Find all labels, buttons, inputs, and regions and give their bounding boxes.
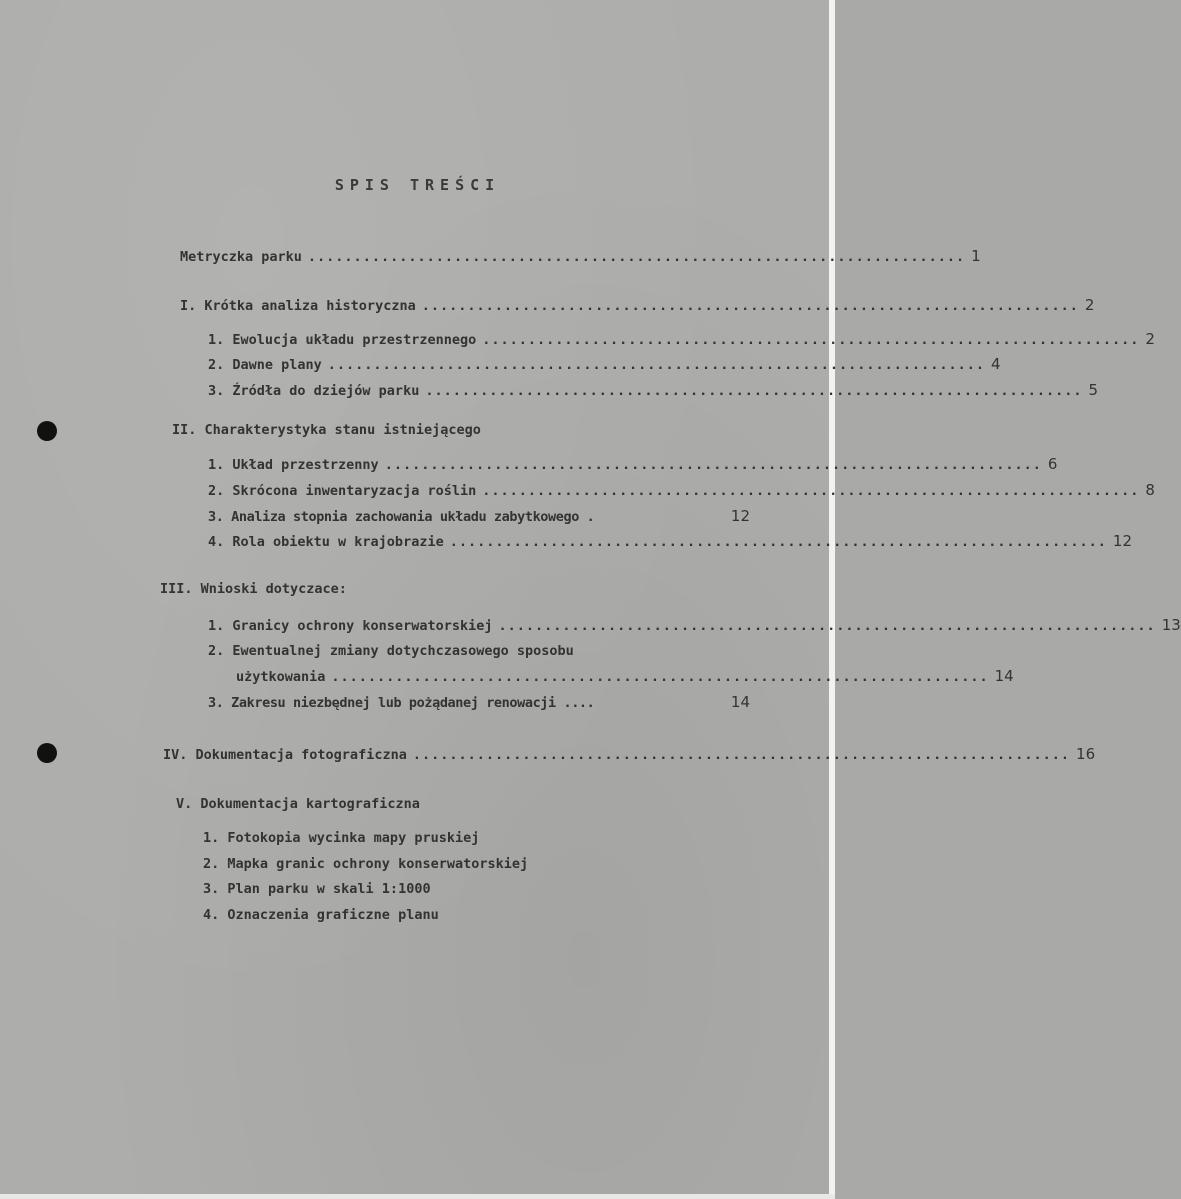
toc-entry-text: IV. Dokumentacja fotograficzna <box>163 747 407 763</box>
toc-page-number: 2 <box>1145 330 1155 348</box>
toc-section <box>163 745 1096 764</box>
toc-entry-text: 2. Ewentualnej zmiany dotychczasowego sposobu <box>208 643 574 659</box>
toc-page-number: 2 <box>1084 296 1095 314</box>
toc-page-number: 1 <box>971 247 981 265</box>
toc-entry-text: 1. Fotokopia wycinka mapy pruskiej <box>203 830 480 846</box>
toc-entry <box>236 667 1014 686</box>
toc-entry-text: 2. Mapka granic ochrony konserwatorskiej <box>203 856 529 872</box>
toc-page-number: 16 <box>1076 745 1096 763</box>
dot-leader: ........................................................................ <box>482 483 1140 499</box>
toc-page-number: 14 <box>730 693 750 711</box>
toc-entry-text: 3. Źródła do dziejów parku <box>208 383 420 399</box>
dot-leader: ........................................................................ <box>307 249 966 265</box>
dot-leader: ........................................................................ <box>482 332 1140 348</box>
dot-leader: ........................................................................ <box>412 747 1071 763</box>
toc-entry-text: Metryczka parku <box>180 249 302 265</box>
toc-entry <box>180 247 981 266</box>
toc-page-number: 12 <box>1112 532 1132 550</box>
toc-page-number: 5 <box>1088 381 1099 399</box>
toc-entry-text: użytkowania <box>236 669 326 685</box>
toc-entry-text: 2. Skrócona inwentaryzacja roślin <box>208 483 477 499</box>
toc-entry <box>208 455 1058 474</box>
toc-entry <box>208 616 1181 635</box>
page-edge <box>0 1194 835 1199</box>
toc-entry-text: 3. Plan parku w skali 1:1000 <box>203 881 431 897</box>
dot-leader: ........................................................................ <box>425 383 1083 399</box>
toc-entry-text: 1. Układ przestrzenny <box>208 457 379 473</box>
toc-entry <box>208 481 1155 500</box>
toc-entry-text: 1. Ewolucja układu przestrzennego <box>208 332 477 348</box>
toc-entry <box>208 381 1099 400</box>
toc-page-number: 14 <box>994 667 1014 685</box>
toc-page-number: 6 <box>1047 455 1058 473</box>
page-title: SPIS TREŚCI <box>334 176 501 194</box>
toc-entry-text: 3. Zakresu niezbędnej lub pożądanej renowacji .... <box>208 695 595 711</box>
toc-entry-text: 4. Oznaczenia graficzne planu <box>203 907 439 923</box>
toc-section <box>180 296 1095 315</box>
toc-page-number: 8 <box>1145 481 1155 499</box>
toc-entry-text: 2. Dawne plany <box>208 357 322 373</box>
toc-entry-text: 1. Granicy ochrony konserwatorskiej <box>208 618 493 634</box>
toc-entry <box>208 693 750 712</box>
toc-section: V. Dokumentacja kartograficzna <box>176 796 420 812</box>
toc-entry-text: 3. Analiza stopnia zachowania układu zabytkowego . <box>208 509 595 525</box>
punch-hole <box>37 743 57 763</box>
dot-leader: ........................................................................ <box>327 357 985 373</box>
toc-page-number: 4 <box>991 355 1001 373</box>
dot-leader: ........................................................................ <box>449 534 1107 550</box>
punch-hole <box>37 421 57 441</box>
toc-entry-text: 4. Rola obiektu w krajobrazie <box>208 534 444 550</box>
toc-page-number: 12 <box>730 507 750 525</box>
toc-section: II. Charakterystyka stanu istniejącego <box>172 422 481 438</box>
toc-entry <box>208 507 750 526</box>
toc-entry <box>208 330 1155 349</box>
toc-entry-text: I. Krótka analiza historyczna <box>180 298 416 314</box>
dot-leader: ........................................................................ <box>331 669 989 685</box>
toc-section: III. Wnioski dotyczace: <box>160 581 347 597</box>
toc-entry <box>208 355 1001 374</box>
dot-leader: ........................................................................ <box>498 618 1156 634</box>
toc-page-number: 13 <box>1161 616 1181 634</box>
dot-leader: ........................................................................ <box>384 457 1042 473</box>
toc-entry <box>208 532 1132 551</box>
dot-leader: ........................................................................ <box>421 298 1079 314</box>
